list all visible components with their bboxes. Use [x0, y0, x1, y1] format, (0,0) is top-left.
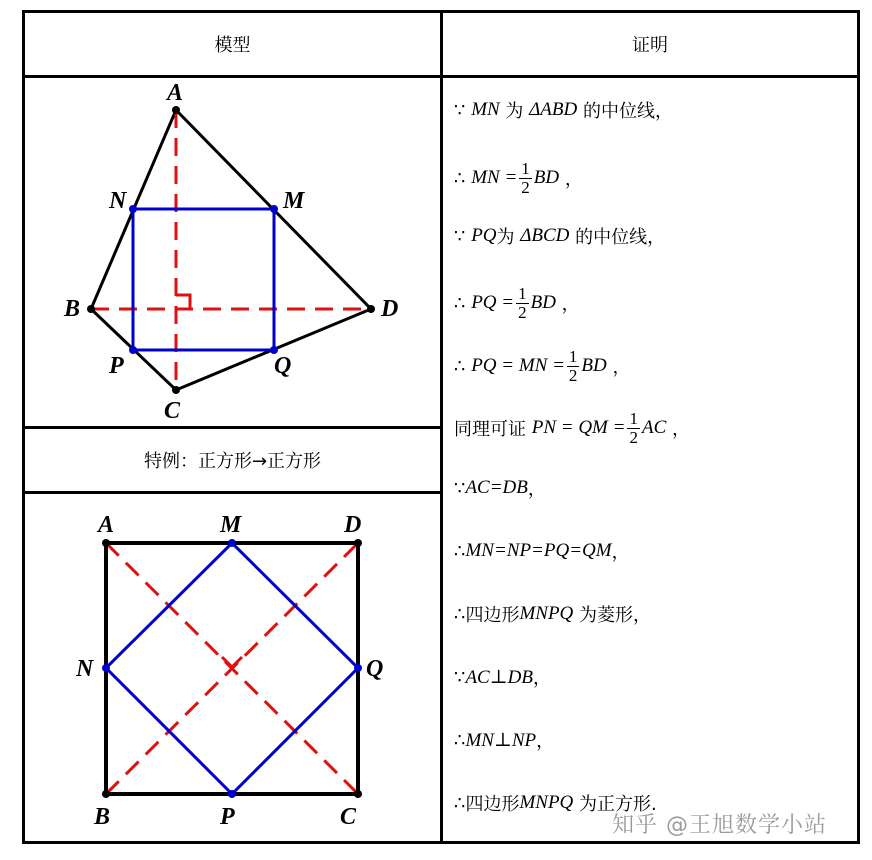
point-m — [228, 539, 236, 547]
proof-line-10: ∵ AC⊥DB ， — [454, 666, 551, 689]
because-symbol: ∵ — [454, 99, 466, 121]
fraction-half: $\frac{1}{2}$ — [629, 408, 638, 447]
label-m: M — [220, 512, 242, 538]
header-proof: 证明 — [632, 35, 668, 56]
label-c: C — [164, 398, 181, 424]
point-c — [354, 790, 362, 798]
model-figure — [0, 0, 445, 430]
label-d: D — [381, 296, 399, 322]
label-b: B — [64, 296, 81, 322]
point-m — [270, 205, 278, 213]
proof-line-1: ∵ MN 为 ΔABD 的中位线， — [454, 99, 673, 122]
proof-line-8: ∴ MN=NP=PQ=QM ， — [454, 540, 630, 563]
label-n: N — [76, 656, 94, 682]
label-m: M — [283, 188, 305, 214]
proof-line-4: ∴ PQ = $\frac{1}{2}$ BD ， — [454, 283, 580, 322]
label-d: D — [344, 512, 362, 538]
quadrilateral-mnpq — [133, 209, 274, 350]
proof-line-2: ∴ MN = $\frac{1}{2}$ BD ， — [454, 158, 583, 197]
fraction-half: $\frac{1}{2}$ — [521, 158, 530, 197]
point-n — [102, 664, 110, 672]
label-a: A — [167, 80, 184, 106]
special-case-caption: 特例：正方形→正方形 — [143, 451, 322, 472]
point-a — [172, 106, 180, 114]
point-p — [228, 790, 236, 798]
proof-line-7: ∵ AC=DB ， — [454, 477, 546, 500]
label-p: P — [109, 353, 124, 379]
point-a — [102, 539, 110, 547]
label-c: C — [340, 804, 357, 830]
label-a: A — [98, 512, 115, 538]
point-b — [102, 790, 110, 798]
proof-line-3: ∵ PQ 为 ΔBCD 的中位线， — [454, 225, 666, 248]
point-d — [354, 539, 362, 547]
right-angle-mark — [222, 657, 242, 667]
fraction-half: $\frac{1}{2}$ — [568, 346, 578, 385]
proof-line-9: ∴ 四边形 MNPQ 为菱形， — [454, 603, 652, 626]
watermark: 知乎 @王旭数学小站 — [612, 813, 827, 838]
proof-line-11: ∴ MN⊥NP ， — [454, 729, 555, 752]
point-c — [172, 386, 180, 394]
therefore-symbol: ∴ — [454, 167, 466, 189]
right-angle-mark — [176, 295, 190, 309]
point-b — [87, 305, 95, 313]
label-q: Q — [274, 353, 292, 379]
proof-line-5: ∴ PQ = MN = $\frac{1}{2}$ BD ， — [454, 346, 631, 385]
point-q — [354, 664, 362, 672]
label-p: P — [220, 804, 235, 830]
fraction-half: $\frac{1}{2}$ — [518, 283, 527, 322]
point-n — [129, 205, 137, 213]
point-d — [367, 305, 375, 313]
label-q: Q — [366, 656, 384, 682]
point-p — [129, 346, 137, 354]
label-b: B — [94, 804, 111, 830]
proof-line-12: ∴ 四边形 MNPQ 为正方形. — [454, 792, 657, 815]
proof-line-6: 同理可证 PN = QM = $\frac{1}{2}$ AC ， — [454, 408, 690, 447]
header-model: 模型 — [214, 35, 251, 56]
proof-column — [448, 80, 853, 840]
label-n: N — [109, 188, 127, 214]
special-case-figure — [0, 494, 445, 844]
